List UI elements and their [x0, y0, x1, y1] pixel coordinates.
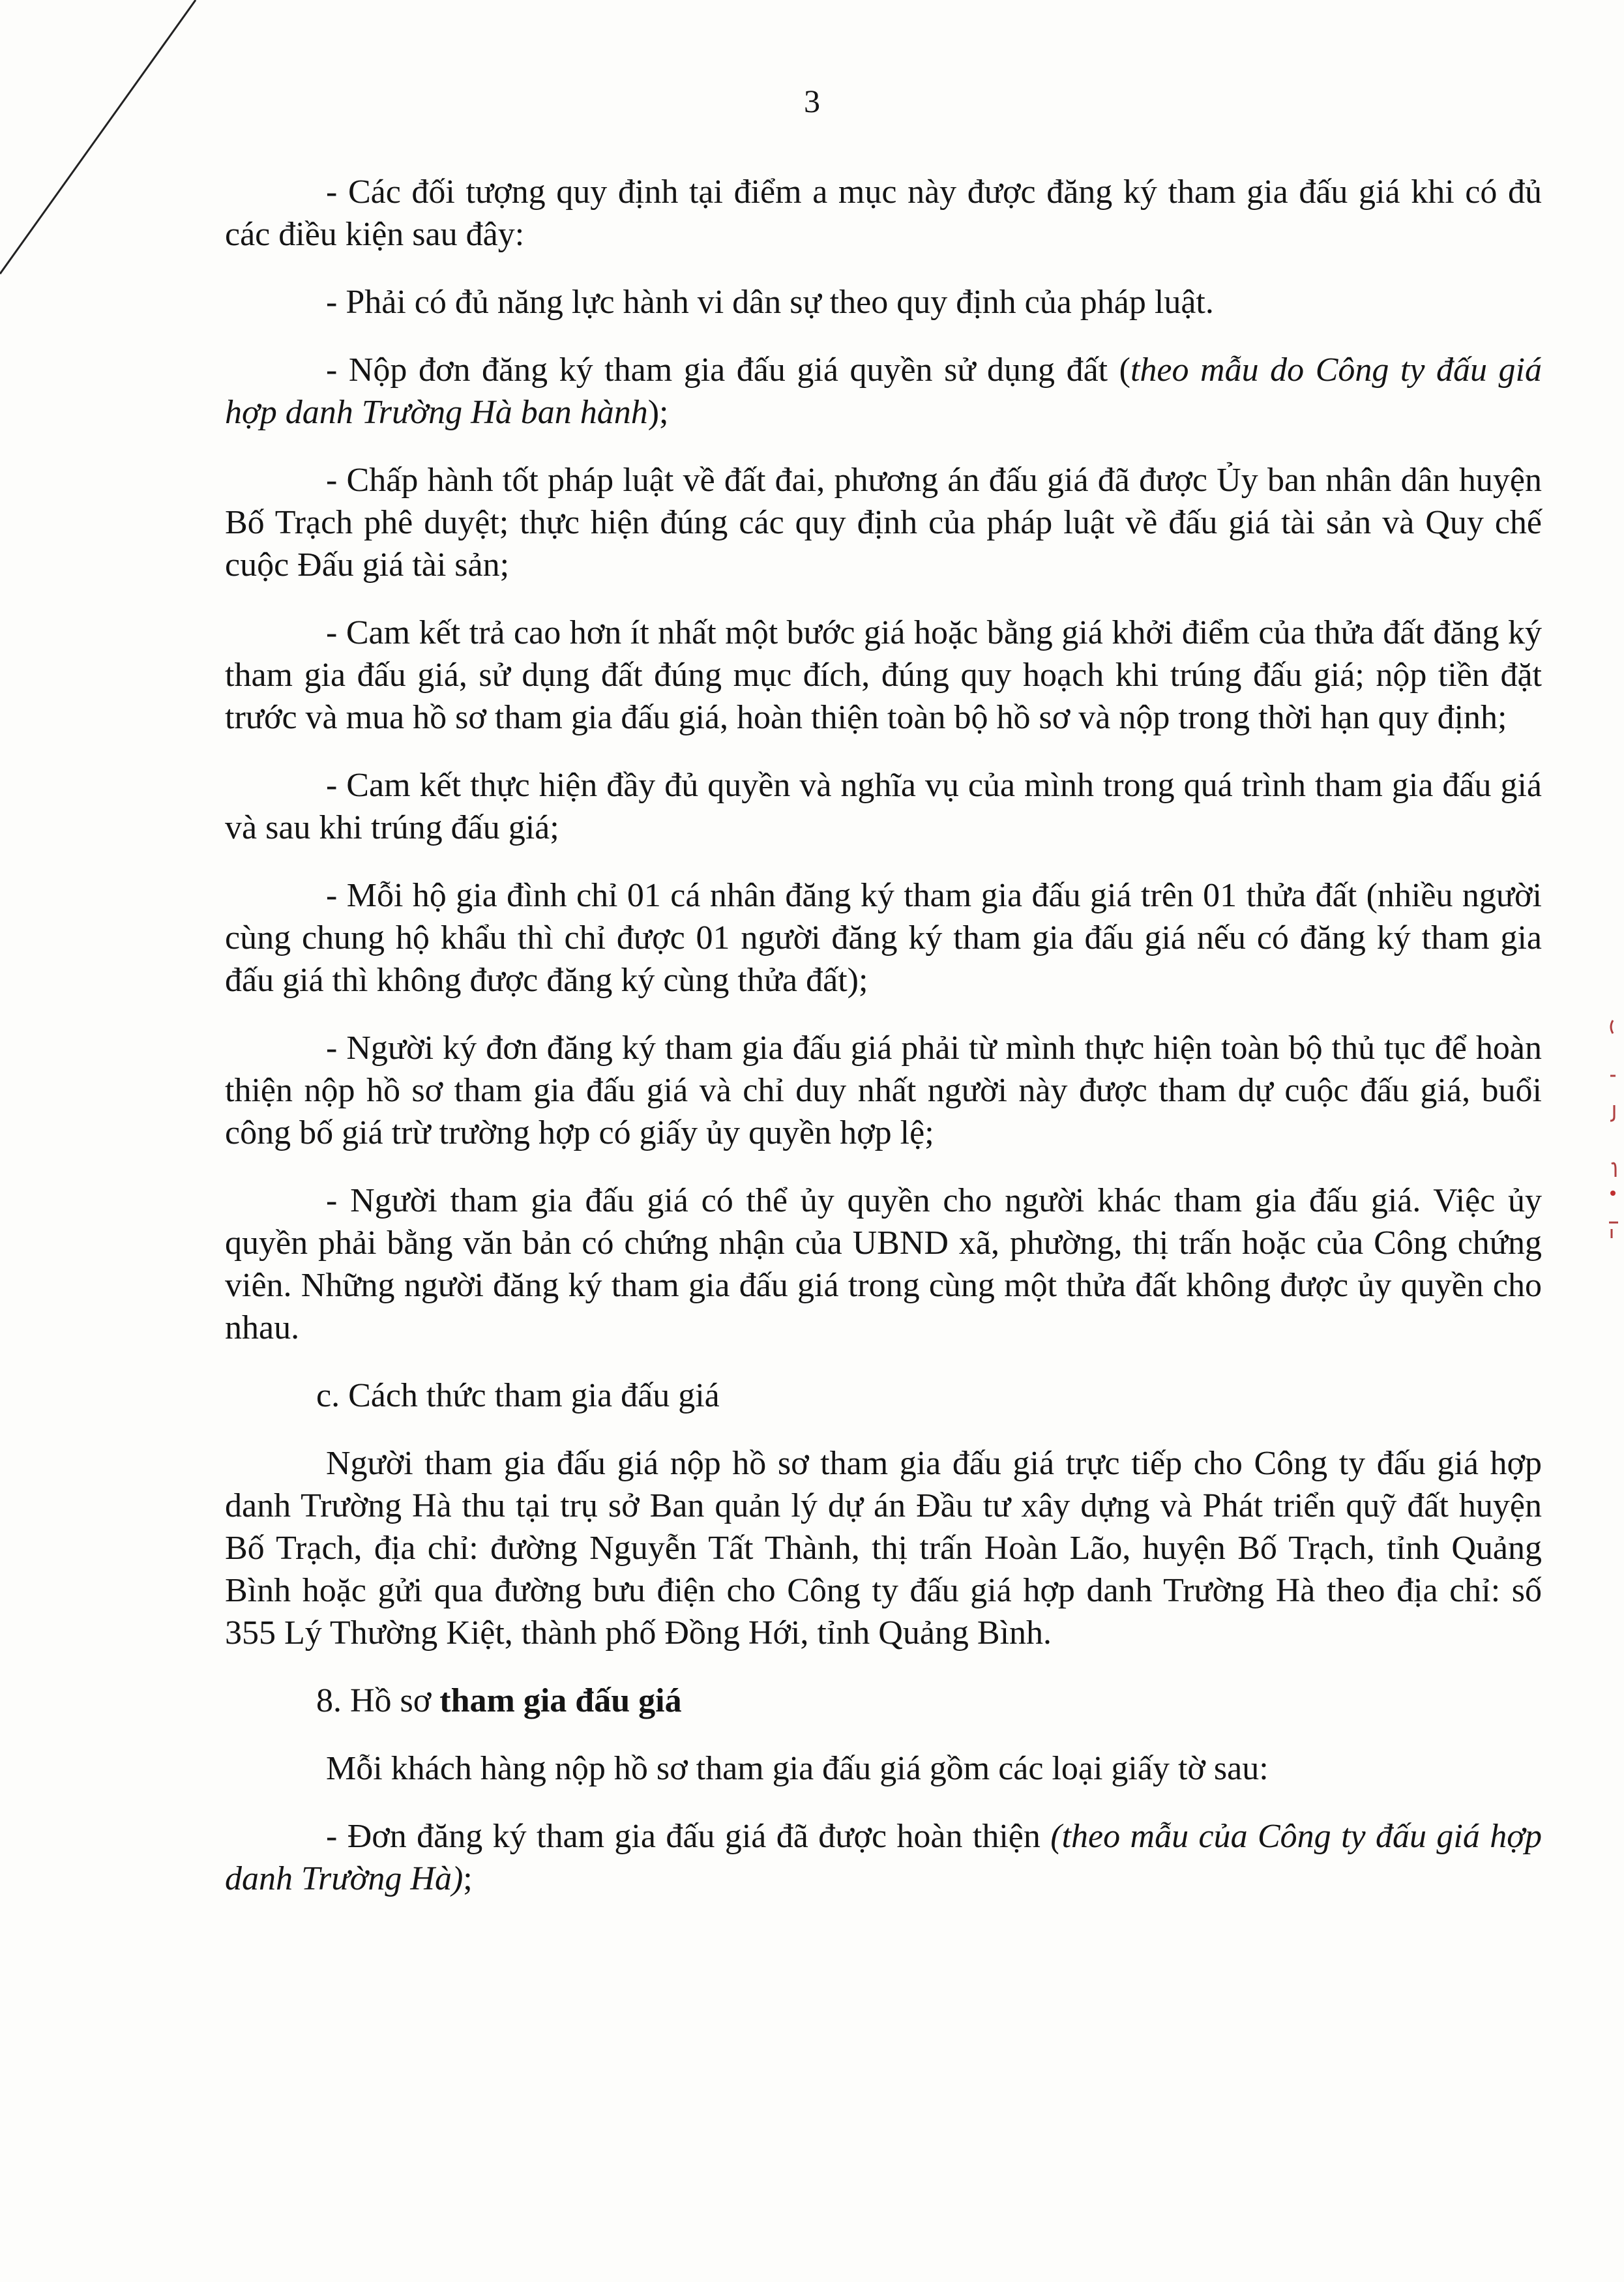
paragraph-authorization: - Người tham gia đấu giá có thể ủy quyền cho người khác tham gia đấu giá. Việc ủy quyền phải bằng văn bản có chứng nhận của UBND xã, phường, thị trấn hoặc của Công chứng viên. Những người đăng ký tham gia đấu giá trong cùng một thửa đất không được ủy quyền cho nhau.: [225, 1182, 1542, 1346]
paragraph-one-per-household: - Mỗi hộ gia đình chỉ 01 cá nhân đăng ký tham gia đấu giá trên 01 thửa đất (nhiều người cùng chung hộ khẩu thì chỉ được 01 người đăng ký tham gia đấu giá nếu có đăng ký tham gia đấu giá thì không được đăng ký cùng thửa đất);: [225, 877, 1542, 999]
heading-participation-method: c. Cách thức tham gia đấu giá: [316, 1377, 720, 1414]
page-number: 3: [804, 83, 820, 119]
heading-dossier: 8. Hồ sơ tham gia đấu giá: [316, 1682, 682, 1719]
paragraph-conditions-intro: - Các đối tượng quy định tại điểm a mục này được đăng ký tham gia đấu giá khi có đủ các điều kiện sau đây:: [225, 173, 1542, 253]
paragraph-civil-capacity: - Phải có đủ năng lực hành vi dân sự theo quy định của pháp luật.: [326, 284, 1214, 321]
paragraph-dossier-intro: Mỗi khách hàng nộp hồ sơ tham gia đấu giá gồm các loại giấy tờ sau:: [326, 1750, 1269, 1787]
paragraph-dossier-application: - Đơn đăng ký tham gia đấu giá đã được hoàn thiện (theo mẫu của Công ty đấu giá hợp danh Trường Hà);: [225, 1818, 1543, 1897]
paragraph-comply-law: - Chấp hành tốt pháp luật về đất đai, phương án đấu giá đã được Ủy ban nhân dân huyện Bố Trạch phê duyệt; thực hiện đúng các quy định của pháp luật về đấu giá tài sản và Quy chế cuộc Đấu giá tài sản;: [225, 462, 1542, 584]
paragraph-submit-application: - Nộp đơn đăng ký tham gia đấu giá quyền sử dụng đất (theo mẫu do Công ty đấu giá hợp danh Trường Hà ban hành);: [225, 351, 1542, 431]
document-body: [225, 171, 1542, 1925]
paragraph-signer-procedure: - Người ký đơn đăng ký tham gia đấu giá phải từ mình thực hiện toàn bộ thủ tục để hoàn thiện nộp hồ sơ tham gia đấu giá và chỉ duy nhất người này được tham dự cuộc đấu giá, buổi công bố giá trừ trường hợp có giấy ủy quyền hợp lệ;: [225, 1030, 1542, 1151]
scan-edge-line: [0, 0, 209, 287]
paragraph-participation-method: Người tham gia đấu giá nộp hồ sơ tham gia đấu giá trực tiếp cho Công ty đấu giá hợp danh Trường Hà thu tại trụ sở Ban quản lý dự án Đầu tư xây dựng và Phát triển quỹ đất huyện Bố Trạch, địa chỉ: đường Nguyễn Tất Thành, thị trấn Hoàn Lão, huyện Bố Trạch, tỉnh Quảng Bình hoặc gửi qua đường bưu điện cho Công ty đấu giá hợp danh Trường Hà theo địa chỉ: số 355 Lý Thường Kiệt, thành phố Đồng Hới, tỉnh Quảng Bình.: [225, 1445, 1542, 1652]
paragraph-commit-price: - Cam kết trả cao hơn ít nhất một bước giá hoặc bằng giá khởi điểm của thửa đất đăng ký tham gia đấu giá, sử dụng đất đúng mục đích, đúng quy hoạch khi trúng đấu giá; nộp tiền đặt trước và mua hồ sơ tham gia đấu giá, hoàn thiện toàn bộ hồ sơ và nộp trong thời hạn quy định;: [225, 614, 1542, 736]
paragraph-commit-obligations: - Cam kết thực hiện đầy đủ quyền và nghĩa vụ của mình trong quá trình tham gia đấu giá và sau khi trúng đấu giá;: [225, 767, 1542, 846]
margin-stamp-fragment: [1604, 1007, 1624, 1255]
